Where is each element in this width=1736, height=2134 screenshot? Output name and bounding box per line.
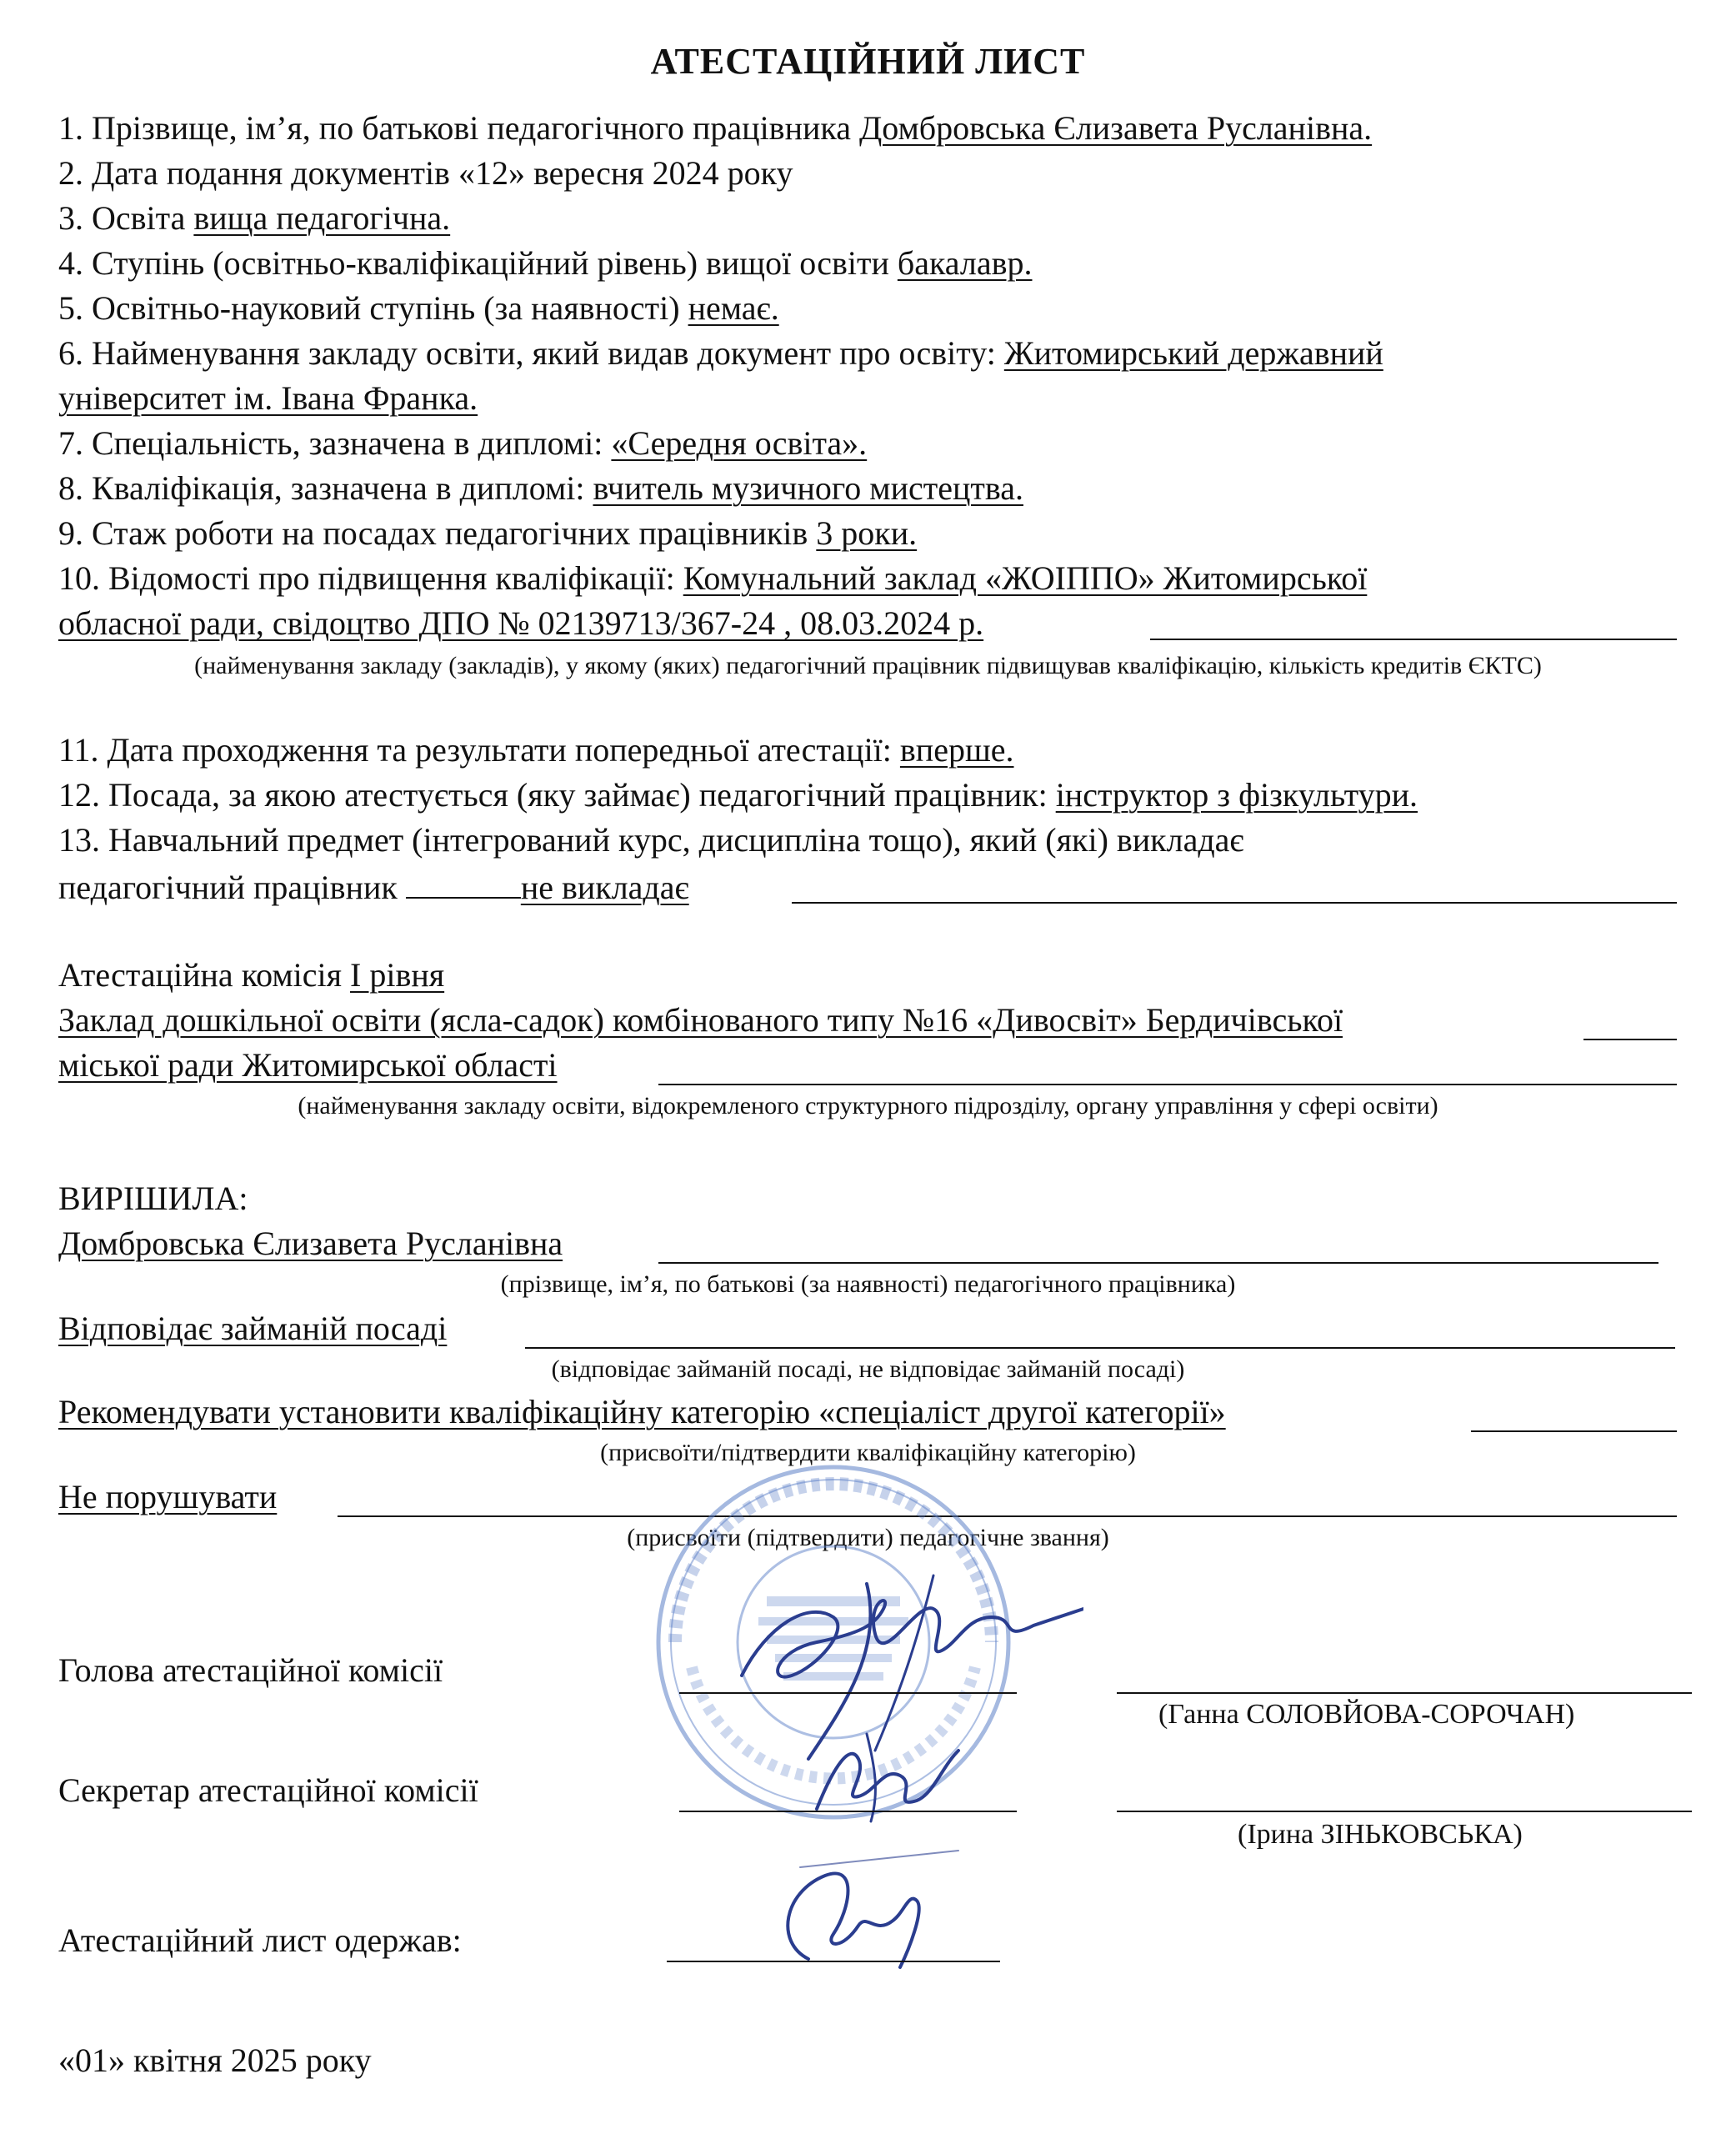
commission-fill-2 bbox=[658, 1084, 1677, 1085]
item-2-text: 2. Дата подання документів «12» вересня 2024 року bbox=[58, 154, 793, 192]
item-7-label: 7. Спеціальність, зазначена в дипломі: bbox=[58, 424, 612, 462]
item-2 bbox=[58, 152, 1678, 195]
commission-fill-1 bbox=[1583, 1039, 1677, 1040]
item-8 bbox=[58, 467, 1678, 510]
item-12-value: інструктор з фізкультури. bbox=[1055, 776, 1418, 814]
item-8-label: 8. Кваліфікація, зазначена в дипломі: bbox=[58, 469, 593, 507]
item-6-value-2: університет ім. Івана Франка. bbox=[58, 379, 478, 417]
item-1 bbox=[58, 107, 1678, 150]
decision-heading: ВИРІШИЛА: bbox=[58, 1180, 248, 1217]
decision-category: Рекомендувати установити кваліфікаційну категорію «спеціаліст другої категорії» bbox=[58, 1393, 1226, 1430]
secretary-label: Секретар атестаційної комісії bbox=[58, 1771, 478, 1809]
commission-level: І рівня bbox=[350, 956, 445, 994]
item-4-value: бакалавр. bbox=[897, 244, 1033, 282]
item-6 bbox=[58, 332, 1678, 375]
commission-caption: (найменування закладу освіти, відокремленого структурного підрозділу, органу управління у сфері освіти) bbox=[298, 1092, 1438, 1120]
decision-position: Відповідає займаній посаді bbox=[58, 1310, 448, 1347]
item-5 bbox=[58, 287, 1678, 330]
item-8-value: вчитель музичного мистецтва. bbox=[593, 469, 1023, 507]
document-date: «01» квітня 2025 року bbox=[58, 2041, 372, 2079]
item-7-value: «Середня освіта». bbox=[611, 424, 868, 462]
decision-rank-caption: (присвоїти (підтвердити) педагогічне звання) bbox=[627, 1524, 1109, 1551]
decision-person-caption: (прізвище, ім’я, по батькові (за наявності) педагогічного працівника) bbox=[500, 1270, 1236, 1298]
item-13-fill-line bbox=[792, 902, 1677, 904]
item-13-text: 13. Навчальний предмет (інтегрований курс, дисципліна тощо), який (які) викладає bbox=[58, 821, 1244, 859]
secretary-sign-line bbox=[679, 1811, 1017, 1812]
commission-label: Атестаційна комісія bbox=[58, 956, 351, 994]
item-4 bbox=[58, 242, 1678, 285]
item-10-value-2: обласної ради, свідоцтво ДПО № 02139713/367-24 , 08.03.2024 р. bbox=[58, 604, 984, 642]
item-10 bbox=[58, 557, 1678, 600]
item-3 bbox=[58, 197, 1678, 240]
item-13-value: не викладає bbox=[520, 869, 689, 906]
item-9-label: 9. Стаж роботи на посадах педагогічних працівників bbox=[58, 514, 817, 552]
item-11-label: 11. Дата проходження та результати попередньої атестації: bbox=[58, 731, 900, 769]
item-4-label: 4. Ступінь (освітньо-кваліфікаційний рівень) вищої освіти bbox=[58, 244, 898, 282]
decision-person: Домбровська Єлизавета Русланівна bbox=[58, 1225, 563, 1262]
item-6-label: 6. Найменування закладу освіти, який видав документ про освіту: bbox=[58, 334, 1004, 372]
item-13-fill-before bbox=[406, 864, 521, 899]
document-title: АТЕСТАЦІЙНИЙ ЛИСТ bbox=[650, 41, 1086, 82]
commission-name-1: Заклад дошкільної освіти (ясла-садок) комбінованого типу №16 «Дивосвіт» Бердичівської bbox=[58, 1001, 1343, 1039]
commission-name-line-2 bbox=[58, 1044, 1678, 1087]
decision-category-line bbox=[58, 1390, 1678, 1434]
secretary-name: (Ірина ЗІНЬКОВСЬКА) bbox=[1238, 1819, 1523, 1850]
item-12 bbox=[58, 774, 1678, 817]
item-11-value: вперше. bbox=[899, 731, 1014, 769]
item-13-label: педагогічний працівник bbox=[58, 869, 406, 906]
item-10-caption: (найменування закладу (закладів), у якому (яких) педагогічний працівник підвищував кваліфікацію, кількість кредитів ЄКТС) bbox=[194, 652, 1542, 679]
item-3-label: 3. Освіта bbox=[58, 199, 194, 237]
received-label: Атестаційний лист одержав: bbox=[58, 1921, 462, 1959]
item-10-fill-line bbox=[1150, 639, 1677, 640]
decision-rank: Не порушувати bbox=[58, 1478, 278, 1515]
chair-name-line bbox=[1117, 1692, 1692, 1694]
commission-line bbox=[58, 954, 1678, 997]
item-9 bbox=[58, 512, 1678, 555]
item-6-cont bbox=[58, 377, 1678, 420]
decision-person-fill bbox=[658, 1262, 1658, 1264]
decision-position-line bbox=[58, 1307, 1678, 1350]
decision-category-fill bbox=[1471, 1430, 1677, 1432]
item-5-value: немає. bbox=[688, 289, 779, 327]
commission-name-2: міської ради Житомирської області bbox=[58, 1046, 558, 1084]
item-10-label: 10. Відомості про підвищення кваліфікації: bbox=[58, 559, 683, 597]
item-11 bbox=[58, 729, 1678, 772]
item-10-value-1: Комунальний заклад «ЖОІППО» Житомирської bbox=[683, 559, 1368, 597]
commission-name-line-1 bbox=[58, 999, 1678, 1042]
item-12-label: 12. Посада, за якою атестується (яку займає) педагогічний працівник: bbox=[58, 776, 1056, 814]
decision-position-caption: (відповідає займаній посаді, не відповідає займаній посаді) bbox=[551, 1355, 1185, 1383]
received-sign-line bbox=[667, 1961, 1000, 1962]
chair-sign-line bbox=[679, 1692, 1017, 1694]
chair-label: Голова атестаційної комісії bbox=[58, 1651, 443, 1689]
item-5-label: 5. Освітньо-науковий ступінь (за наявності) bbox=[58, 289, 688, 327]
item-9-value: 3 роки. bbox=[816, 514, 918, 552]
decision-person-line bbox=[58, 1222, 1678, 1265]
secretary-name-line bbox=[1117, 1811, 1692, 1812]
item-7 bbox=[58, 422, 1678, 465]
decision-position-fill bbox=[525, 1347, 1675, 1349]
chair-name: (Ганна СОЛОВЙОВА-СОРОЧАН) bbox=[1158, 1699, 1575, 1730]
receiver-signature bbox=[750, 1842, 967, 1984]
item-1-value: Домбровська Єлизавета Русланівна. bbox=[858, 109, 1373, 147]
item-1-label: 1. Прізвище, ім’я, по батькові педагогічного працівника bbox=[58, 109, 859, 147]
item-3-value: вища педагогічна. bbox=[193, 199, 451, 237]
item-13 bbox=[58, 819, 1678, 862]
decision-category-caption: (присвоїти/підтвердити кваліфікаційну категорію) bbox=[600, 1439, 1136, 1466]
item-6-value-1: Житомирський державний bbox=[1003, 334, 1383, 372]
